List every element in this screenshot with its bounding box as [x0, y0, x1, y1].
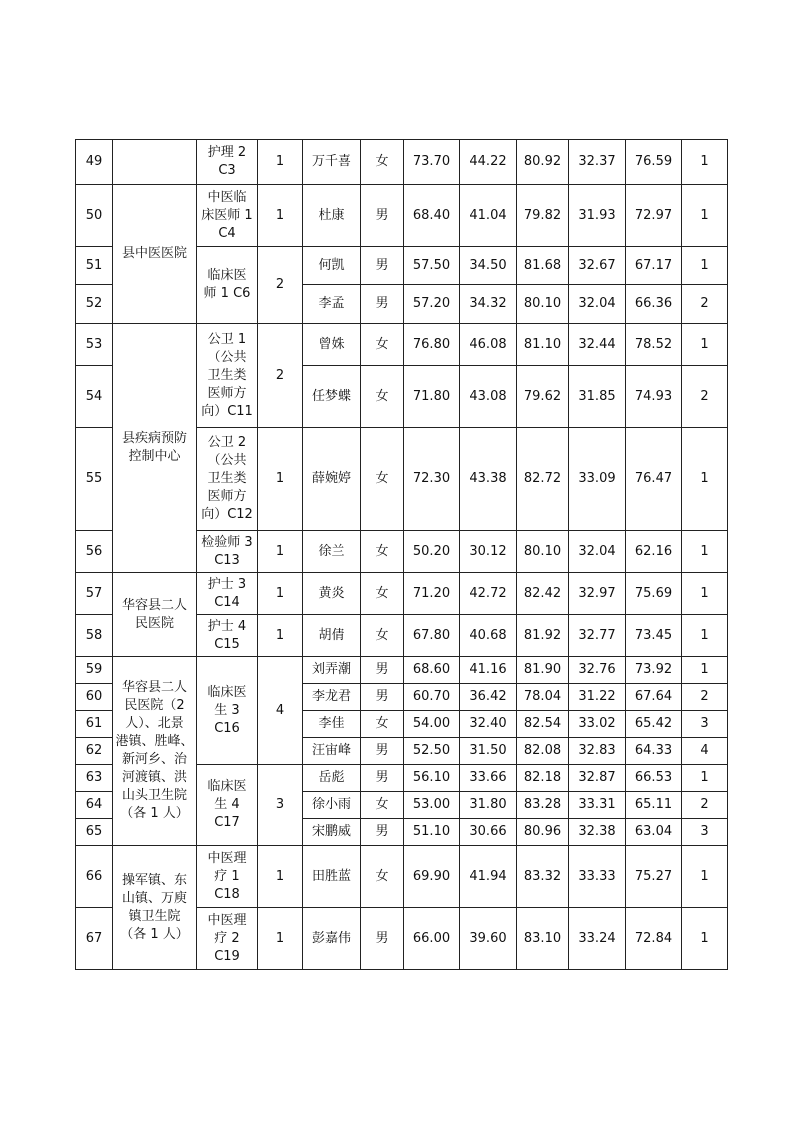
interview-score-cell: 80.10 — [517, 285, 569, 324]
written-weighted-cell: 46.08 — [460, 324, 517, 366]
seq-cell: 55 — [76, 428, 113, 531]
rank-cell: 3 — [682, 819, 728, 846]
seq-cell: 49 — [76, 140, 113, 185]
quota-cell: 1 — [258, 615, 303, 657]
written-score-cell: 68.60 — [404, 657, 460, 684]
post-cell: 临床医 生 4 C17 — [197, 765, 258, 846]
table-row — [76, 657, 728, 684]
table-row — [76, 846, 728, 908]
written-score-cell: 54.00 — [404, 711, 460, 738]
name-cell: 宋鹏威 — [303, 819, 361, 846]
written-score-cell: 67.80 — [404, 615, 460, 657]
written-weighted-cell: 40.68 — [460, 615, 517, 657]
seq-cell: 51 — [76, 247, 113, 285]
interview-score-cell: 81.68 — [517, 247, 569, 285]
gender-cell: 男 — [361, 738, 404, 765]
unit-cell: 操军镇、东 山镇、万庾 镇卫生院 （各 1 人） — [113, 846, 197, 970]
total-score-cell: 72.84 — [626, 908, 682, 970]
total-score-cell: 66.53 — [626, 765, 682, 792]
written-score-cell: 52.50 — [404, 738, 460, 765]
quota-cell: 2 — [258, 324, 303, 428]
quota-cell: 1 — [258, 573, 303, 615]
interview-weighted-cell: 31.93 — [569, 185, 626, 247]
written-weighted-cell: 34.32 — [460, 285, 517, 324]
written-score-cell: 68.40 — [404, 185, 460, 247]
seq-cell: 58 — [76, 615, 113, 657]
unit-cell: 县中医医院 — [113, 185, 197, 324]
written-score-cell: 69.90 — [404, 846, 460, 908]
name-cell: 李孟 — [303, 285, 361, 324]
total-score-cell: 73.45 — [626, 615, 682, 657]
written-weighted-cell: 34.50 — [460, 247, 517, 285]
interview-weighted-cell: 32.37 — [569, 140, 626, 185]
total-score-cell: 65.42 — [626, 711, 682, 738]
seq-cell: 52 — [76, 285, 113, 324]
rank-cell: 2 — [682, 285, 728, 324]
quota-cell: 1 — [258, 531, 303, 573]
interview-score-cell: 83.32 — [517, 846, 569, 908]
interview-score-cell: 82.18 — [517, 765, 569, 792]
post-cell: 中医理 疗 2 C19 — [197, 908, 258, 970]
post-cell: 临床医 师 1 C6 — [197, 247, 258, 324]
gender-cell: 女 — [361, 140, 404, 185]
written-score-cell: 76.80 — [404, 324, 460, 366]
gender-cell: 女 — [361, 792, 404, 819]
rank-cell: 1 — [682, 247, 728, 285]
rank-cell: 1 — [682, 531, 728, 573]
name-cell: 任梦蝶 — [303, 366, 361, 428]
written-weighted-cell: 31.50 — [460, 738, 517, 765]
interview-weighted-cell: 32.44 — [569, 324, 626, 366]
name-cell: 杜康 — [303, 185, 361, 247]
rank-cell: 1 — [682, 657, 728, 684]
rank-cell: 1 — [682, 908, 728, 970]
rank-cell: 1 — [682, 324, 728, 366]
interview-weighted-cell: 32.38 — [569, 819, 626, 846]
written-score-cell: 60.70 — [404, 684, 460, 711]
total-score-cell: 63.04 — [626, 819, 682, 846]
seq-cell: 67 — [76, 908, 113, 970]
gender-cell: 女 — [361, 428, 404, 531]
quota-cell: 1 — [258, 185, 303, 247]
post-cell: 公卫 1 （公共 卫生类 医师方 向）C11 — [197, 324, 258, 428]
written-weighted-cell: 33.66 — [460, 765, 517, 792]
interview-weighted-cell: 33.24 — [569, 908, 626, 970]
interview-weighted-cell: 32.76 — [569, 657, 626, 684]
seq-cell: 56 — [76, 531, 113, 573]
unit-cell: 华容县二人 民医院 — [113, 573, 197, 657]
seq-cell: 63 — [76, 765, 113, 792]
interview-score-cell: 79.82 — [517, 185, 569, 247]
interview-score-cell: 81.90 — [517, 657, 569, 684]
seq-cell: 57 — [76, 573, 113, 615]
name-cell: 黄炎 — [303, 573, 361, 615]
table-row — [76, 324, 728, 366]
quota-cell: 4 — [258, 657, 303, 765]
name-cell: 薛婉婷 — [303, 428, 361, 531]
interview-score-cell: 82.72 — [517, 428, 569, 531]
interview-score-cell: 80.96 — [517, 819, 569, 846]
post-cell: 临床医 生 3 C16 — [197, 657, 258, 765]
gender-cell: 女 — [361, 711, 404, 738]
post-cell: 中医临 床医师 1 C4 — [197, 185, 258, 247]
name-cell: 李佳 — [303, 711, 361, 738]
gender-cell: 男 — [361, 765, 404, 792]
written-weighted-cell: 31.80 — [460, 792, 517, 819]
total-score-cell: 67.64 — [626, 684, 682, 711]
interview-weighted-cell: 33.33 — [569, 846, 626, 908]
written-weighted-cell: 41.16 — [460, 657, 517, 684]
name-cell: 曾姝 — [303, 324, 361, 366]
post-cell: 护士 3 C14 — [197, 573, 258, 615]
table-row — [76, 185, 728, 247]
seq-cell: 66 — [76, 846, 113, 908]
gender-cell: 女 — [361, 615, 404, 657]
total-score-cell: 66.36 — [626, 285, 682, 324]
interview-score-cell: 80.92 — [517, 140, 569, 185]
post-cell: 公卫 2 （公共 卫生类 医师方 向）C12 — [197, 428, 258, 531]
gender-cell: 女 — [361, 846, 404, 908]
gender-cell: 女 — [361, 366, 404, 428]
seq-cell: 60 — [76, 684, 113, 711]
post-cell: 护理 2 C3 — [197, 140, 258, 185]
total-score-cell: 78.52 — [626, 324, 682, 366]
post-cell: 护士 4 C15 — [197, 615, 258, 657]
seq-cell: 65 — [76, 819, 113, 846]
gender-cell: 男 — [361, 819, 404, 846]
rank-cell: 1 — [682, 615, 728, 657]
seq-cell: 53 — [76, 324, 113, 366]
interview-score-cell: 82.08 — [517, 738, 569, 765]
rank-cell: 1 — [682, 185, 728, 247]
gender-cell: 男 — [361, 247, 404, 285]
total-score-cell: 74.93 — [626, 366, 682, 428]
written-score-cell: 50.20 — [404, 531, 460, 573]
interview-score-cell: 80.10 — [517, 531, 569, 573]
quota-cell: 1 — [258, 140, 303, 185]
name-cell: 何凯 — [303, 247, 361, 285]
interview-weighted-cell: 32.87 — [569, 765, 626, 792]
quota-cell: 2 — [258, 247, 303, 324]
total-score-cell: 64.33 — [626, 738, 682, 765]
name-cell: 李龙君 — [303, 684, 361, 711]
unit-cell: 县疾病预防 控制中心 — [113, 324, 197, 573]
interview-score-cell: 82.54 — [517, 711, 569, 738]
written-weighted-cell: 30.12 — [460, 531, 517, 573]
unit-cell: 华容县二人 民医院（2 人）、北景 港镇、胜峰、 新河乡、治 河渡镇、洪 山头卫生院 （各 1 人） — [113, 657, 197, 846]
interview-score-cell: 81.92 — [517, 615, 569, 657]
interview-weighted-cell: 32.97 — [569, 573, 626, 615]
interview-score-cell: 78.04 — [517, 684, 569, 711]
written-score-cell: 57.50 — [404, 247, 460, 285]
written-score-cell: 53.00 — [404, 792, 460, 819]
interview-score-cell: 83.28 — [517, 792, 569, 819]
interview-weighted-cell: 32.83 — [569, 738, 626, 765]
written-weighted-cell: 43.08 — [460, 366, 517, 428]
gender-cell: 女 — [361, 573, 404, 615]
total-score-cell: 76.47 — [626, 428, 682, 531]
interview-weighted-cell: 33.02 — [569, 711, 626, 738]
name-cell: 徐兰 — [303, 531, 361, 573]
written-weighted-cell: 42.72 — [460, 573, 517, 615]
name-cell: 彭嘉伟 — [303, 908, 361, 970]
total-score-cell: 76.59 — [626, 140, 682, 185]
written-score-cell: 57.20 — [404, 285, 460, 324]
gender-cell: 男 — [361, 185, 404, 247]
written-weighted-cell: 30.66 — [460, 819, 517, 846]
total-score-cell: 73.92 — [626, 657, 682, 684]
written-score-cell: 66.00 — [404, 908, 460, 970]
seq-cell: 62 — [76, 738, 113, 765]
quota-cell: 1 — [258, 908, 303, 970]
written-weighted-cell: 41.04 — [460, 185, 517, 247]
seq-cell: 64 — [76, 792, 113, 819]
total-score-cell: 75.69 — [626, 573, 682, 615]
quota-cell: 3 — [258, 765, 303, 846]
gender-cell: 男 — [361, 684, 404, 711]
name-cell: 岳彪 — [303, 765, 361, 792]
total-score-cell: 62.16 — [626, 531, 682, 573]
seq-cell: 59 — [76, 657, 113, 684]
interview-score-cell: 83.10 — [517, 908, 569, 970]
name-cell: 万千喜 — [303, 140, 361, 185]
name-cell: 刘弄潮 — [303, 657, 361, 684]
rank-cell: 4 — [682, 738, 728, 765]
score-table — [75, 139, 728, 970]
table-row — [76, 140, 728, 185]
post-cell: 检验师 3 C13 — [197, 531, 258, 573]
rank-cell: 1 — [682, 765, 728, 792]
written-weighted-cell: 44.22 — [460, 140, 517, 185]
name-cell: 汪宙峰 — [303, 738, 361, 765]
written-score-cell: 71.20 — [404, 573, 460, 615]
name-cell: 田胜蓝 — [303, 846, 361, 908]
interview-weighted-cell: 32.77 — [569, 615, 626, 657]
interview-weighted-cell: 32.04 — [569, 285, 626, 324]
name-cell: 胡倩 — [303, 615, 361, 657]
rank-cell: 1 — [682, 140, 728, 185]
interview-score-cell: 82.42 — [517, 573, 569, 615]
rank-cell: 1 — [682, 846, 728, 908]
written-score-cell: 51.10 — [404, 819, 460, 846]
rank-cell: 2 — [682, 684, 728, 711]
written-weighted-cell: 39.60 — [460, 908, 517, 970]
interview-weighted-cell: 32.67 — [569, 247, 626, 285]
total-score-cell: 67.17 — [626, 247, 682, 285]
gender-cell: 男 — [361, 285, 404, 324]
rank-cell: 1 — [682, 428, 728, 531]
interview-score-cell: 79.62 — [517, 366, 569, 428]
post-cell: 中医理 疗 1 C18 — [197, 846, 258, 908]
written-score-cell: 71.80 — [404, 366, 460, 428]
quota-cell: 1 — [258, 428, 303, 531]
interview-score-cell: 81.10 — [517, 324, 569, 366]
total-score-cell: 75.27 — [626, 846, 682, 908]
interview-weighted-cell: 31.85 — [569, 366, 626, 428]
written-weighted-cell: 43.38 — [460, 428, 517, 531]
rank-cell: 2 — [682, 366, 728, 428]
written-weighted-cell: 41.94 — [460, 846, 517, 908]
interview-weighted-cell: 31.22 — [569, 684, 626, 711]
written-score-cell: 72.30 — [404, 428, 460, 531]
written-weighted-cell: 32.40 — [460, 711, 517, 738]
gender-cell: 男 — [361, 908, 404, 970]
table-row — [76, 573, 728, 615]
interview-weighted-cell: 32.04 — [569, 531, 626, 573]
gender-cell: 女 — [361, 324, 404, 366]
name-cell: 徐小雨 — [303, 792, 361, 819]
rank-cell: 2 — [682, 792, 728, 819]
total-score-cell: 65.11 — [626, 792, 682, 819]
unit-cell — [113, 140, 197, 185]
written-weighted-cell: 36.42 — [460, 684, 517, 711]
rank-cell: 3 — [682, 711, 728, 738]
total-score-cell: 72.97 — [626, 185, 682, 247]
written-score-cell: 56.10 — [404, 765, 460, 792]
seq-cell: 50 — [76, 185, 113, 247]
interview-weighted-cell: 33.09 — [569, 428, 626, 531]
interview-weighted-cell: 33.31 — [569, 792, 626, 819]
rank-cell: 1 — [682, 573, 728, 615]
quota-cell: 1 — [258, 846, 303, 908]
seq-cell: 61 — [76, 711, 113, 738]
gender-cell: 男 — [361, 657, 404, 684]
gender-cell: 女 — [361, 531, 404, 573]
seq-cell: 54 — [76, 366, 113, 428]
written-score-cell: 73.70 — [404, 140, 460, 185]
